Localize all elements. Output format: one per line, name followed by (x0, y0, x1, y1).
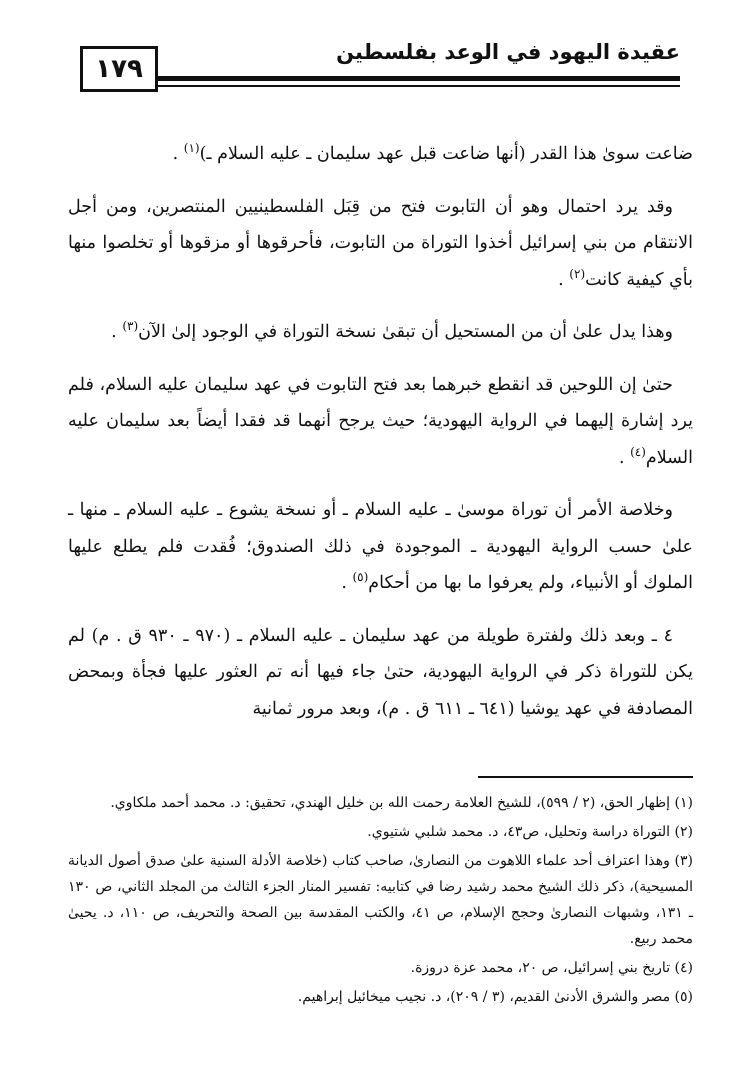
footnote-ref-1: (١) (183, 141, 200, 156)
paragraph-3: وهذا يدل علىٰ أن من المستحيل أن تبقىٰ نسخة التوراة في الوجود إلىٰ الآن$^{(٣)}$ . (111, 319, 673, 342)
body-text (68, 136, 693, 743)
footnote-ref-5: (٥) (352, 570, 369, 585)
footnotes (68, 790, 693, 1013)
paragraph-4: حتىٰ إن اللوحين قد انقطع خبرهما بعد فتح التابوت في عهد سليمان عليه السلام، فلم يرد إشارة إليهما في الرواية اليهودية؛ حيث يرجح أنهما قد فقدا أيضاً بعد سليمان عليه السلام$^{(٤)}$ . (68, 374, 693, 468)
book-title: عقيدة اليهود في الوعد بفلسطين (336, 40, 680, 64)
footnote-4: (٤) تاريخ بني إسرائيل، ص ٢٠، محمد عزة دروزة. (410, 960, 693, 976)
paragraph-1: ضاعت سوىٰ هذا القدر (أنها ضاعت قبل عهد سليمان ـ عليه السلام ـ)$^{(١)}$ . (172, 141, 693, 164)
header-rule-thick (158, 76, 680, 81)
header-rule-thin (158, 85, 680, 87)
footnote-ref-4: (٤) (630, 444, 646, 459)
footnote-ref-2: (٢) (569, 266, 586, 281)
footnote-ref-3: (٣) (122, 319, 139, 334)
footnote-2: (٢) التوراة دراسة وتحليل، ص٤٣، د. محمد شلبي شتيوي. (367, 824, 693, 840)
paragraph-5: وخلاصة الأمر أن توراة موسىٰ ـ عليه السلام ـ أو نسخة يشوع ـ عليه السلام ـ منها ـ علىٰ حسب الرواية اليهودية ـ الموجودة في ذلك الصندوق؛ فُقدت فلم يطلع عليها الملوك أو الأنبياء، ولم يعرفوا ما بها من أحكام$^{(٥)}$ . (68, 500, 693, 593)
paragraph-2: وقد يرد احتمال وهو أن التابوت فتح من قِبَل الفلسطينيين المنتصرين، ومن أجل الانتقام من بني إسرائيل أخذوا التوراة من التابوت، فأحرقوها أو مزقوها أو تخلصوا منها بأي كيفية كانت$^{(٢)}$ . (68, 196, 693, 290)
footnote-1: (١) إظهار الحق، (٢ / ٥٩٩)، للشيخ العلامة رحمت الله بن خليل الهندي، تحقيق: د. محمد أحمد ملكاوي. (110, 795, 693, 811)
footnote-3: (٣) وهذا اعتراف أحد علماء اللاهوت من النصارىٰ، صاحب كتاب (خلاصة الأدلة السنية علىٰ صدق أصول الديانة المسيحية)، ذكر ذلك الشيخ محمد رشيد رضا في كتابيه: تفسير المنار الجزء الثالث من المجلد الثاني، ص ١٣٠ ـ ١٣١، وشبهات النصارىٰ وحجج الإسلام، ص ٤١، والكتب المقدسة بين الصحة والتحريف، ص ١١٠، د. يحيىٰ محمد ربيع. (68, 853, 693, 947)
running-header (80, 38, 680, 98)
paragraph-6: ٤ ـ وبعد ذلك ولفترة طويلة من عهد سليمان ـ عليه السلام ـ (٩٧٠ ـ ٩٣٠ ق . م) لم يكن للتوراة ذكر في الرواية اليهودية، حتىٰ جاء فيها أنه تم العثور عليها فجأة وبمحض المصادفة في عهد يوشيا (٦٤١ ـ ٦١١ ق . م)، وبعد مرور ثمانية (68, 625, 693, 719)
page-number: ١٧٩ (80, 46, 158, 92)
footnote-5: (٥) مصر والشرق الأدنىٰ القديم، (٣ / ٢٠٩)، د. نجيب ميخائيل إبراهيم. (297, 989, 693, 1005)
footnote-separator (478, 776, 693, 778)
